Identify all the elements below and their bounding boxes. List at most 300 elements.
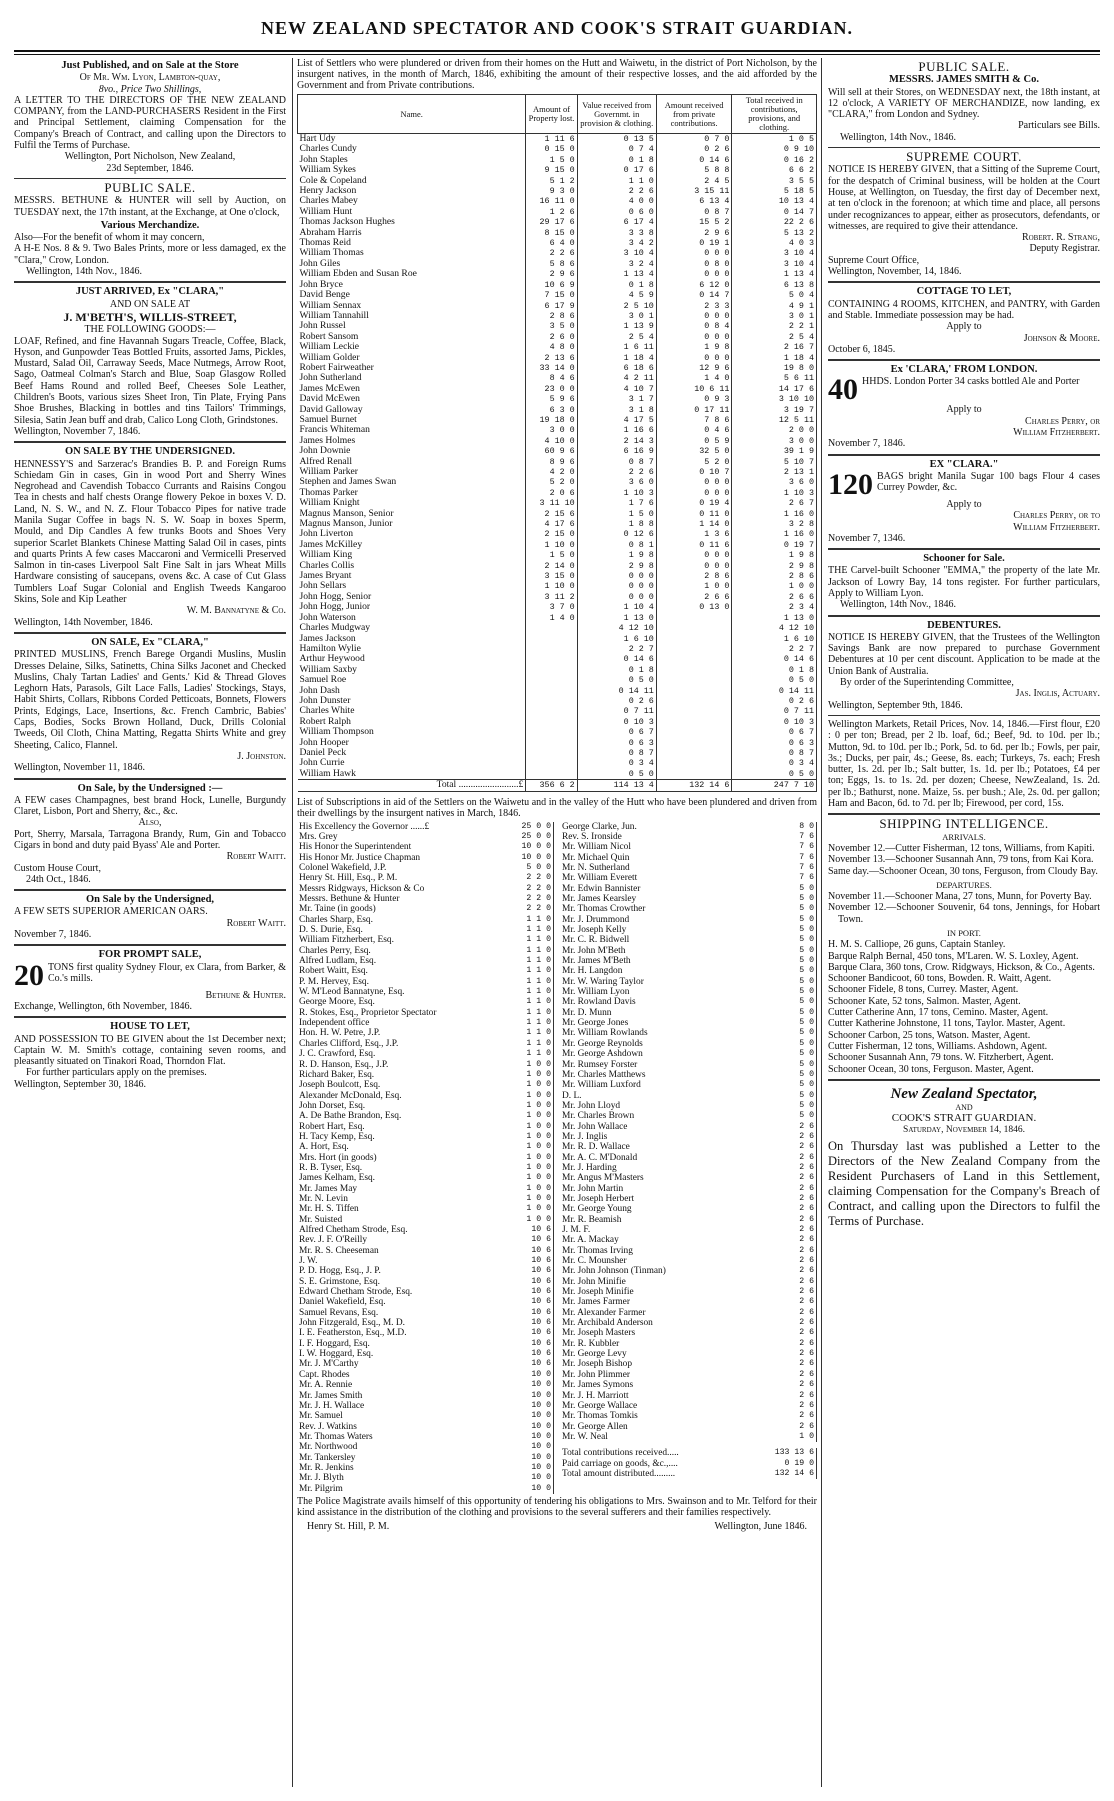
subscription-amount: 5 0	[778, 1049, 817, 1059]
subscription-amount: 5 0	[778, 925, 817, 935]
divider	[14, 632, 286, 634]
settler-name: Robert Sansom	[298, 332, 526, 342]
subscriber-name: Mr. Thomas Crowther	[562, 904, 646, 915]
subscriber-name: Mr. George Jones	[562, 1018, 629, 1029]
settler-row	[298, 186, 817, 196]
settler-amount: 0 0 0	[656, 311, 732, 321]
settler-amount: 2 2 6	[577, 467, 656, 477]
settler-amount: 0 5 0	[732, 769, 817, 780]
ad-american-oars	[14, 894, 286, 940]
ad-subtitle: Various Merchandize.	[100, 219, 200, 231]
settler-amount: 0 6 7	[577, 727, 656, 737]
settler-amount: 4 8 0	[526, 342, 577, 352]
settler-amount: 2 3 3	[656, 301, 732, 311]
subscription-row	[297, 1297, 554, 1307]
settler-amount: 2 9 6	[526, 269, 577, 279]
settler-amount: 0 15 0	[526, 144, 577, 154]
settler-name: William Hunt	[298, 207, 526, 217]
settler-amount: 0 5 0	[732, 675, 817, 685]
subscriber-name: Charles Clifford, Esq., J.P.	[299, 1038, 399, 1049]
ad-title: PUBLIC SALE.	[104, 179, 196, 195]
settler-amount: 0 3 4	[732, 758, 817, 768]
settler-row	[298, 436, 817, 446]
shipping-inport-vessel: Cutter Katherine Johnstone, 11 tons, Taylor. Master, Agent.	[828, 1018, 1066, 1030]
divider	[14, 944, 286, 946]
subscription-amount: 2 6	[778, 1184, 817, 1194]
subscriber-name: Messrs Ridgways, Hickson & Co	[299, 883, 425, 894]
subscriber-name: George Moore, Esq.	[299, 997, 375, 1008]
subscription-row	[297, 1287, 554, 1297]
settler-amount: 2 4 5	[656, 176, 732, 186]
subscription-amount: 10 6	[504, 1256, 554, 1266]
subscription-amount: 10 0	[504, 1484, 554, 1494]
settler-amount: 3 0 1	[577, 311, 656, 321]
subscriber-name: Mr. Alexander Farmer	[562, 1307, 646, 1318]
settler-amount: 33 14 0	[526, 363, 577, 373]
settlers-intro: List of Settlers who were plundered or driven from their homes on the Hutt and Waiwetu, in the district of Port Nicholson, by the insurgent natives, in the month of March, 1846, exhibiting the amount of their respective losses, and the aid afforded by the Government and from Private contributions.	[297, 58, 817, 91]
subscription-amount: 1 1 0	[504, 935, 554, 945]
settler-row	[298, 155, 817, 165]
settler-amount: 1 6 10	[732, 634, 817, 644]
settler-amount: 10 6 9	[526, 280, 577, 290]
subscription-row	[297, 1411, 554, 1421]
divider	[828, 715, 1100, 716]
settler-name: Cole & Copeland	[298, 176, 526, 186]
settler-row	[298, 196, 817, 206]
subscription-amount: 1 0 0	[504, 1215, 554, 1225]
settler-amount: 0 2 6	[656, 144, 732, 154]
settler-name: Samuel Roe	[298, 675, 526, 685]
subscription-row	[297, 987, 554, 997]
subscriptions-right-wrap	[560, 822, 817, 1494]
settler-amount: 1 10 4	[577, 602, 656, 612]
subscription-amount: 10 0	[504, 1422, 554, 1432]
settler-amount: 0 6 3	[577, 738, 656, 748]
settler-amount: 4 0 3	[732, 238, 817, 248]
settler-amount: 0 8 4	[656, 321, 732, 331]
settler-amount: 3 10 4	[732, 259, 817, 269]
settler-amount: 1 14 0	[656, 519, 732, 529]
subscription-amount: 10 0 0	[504, 842, 554, 852]
subscriber-name: Mr. William Nicol	[562, 842, 631, 853]
settler-amount: 1 16 6	[577, 425, 656, 435]
subscriber-name: James Kelham, Esq.	[299, 1173, 376, 1184]
subscriber-name: D. L.	[562, 1090, 582, 1101]
subscriber-name: Richard Baker, Esq.	[299, 1069, 375, 1080]
settlers-header-cell: Total received in contributions, provisions, and clothing.	[732, 95, 817, 134]
subscriber-name: John Fitzgerald, Esq., M. D.	[299, 1318, 405, 1329]
settler-row	[298, 665, 817, 675]
ad-signature: Deputy Registrar.	[1029, 243, 1100, 255]
ad-title: Ex 'CLARA,' FROM LONDON.	[890, 364, 1038, 376]
subscription-row	[560, 863, 817, 873]
subscriptions-right	[560, 822, 817, 1443]
settler-name: John Russel	[298, 321, 526, 331]
settler-amount: 0 19 7	[732, 540, 817, 550]
settler-name: William Knight	[298, 498, 526, 508]
settler-amount: 2 15 0	[526, 529, 577, 539]
ad-subtitle: MESSRS. JAMES SMITH & Co.	[889, 74, 1039, 86]
subscription-row	[297, 1235, 554, 1245]
settler-amount: 0 8 7	[577, 748, 656, 758]
subscriber-name: Robert Waitt, Esq.	[299, 966, 368, 977]
settler-amount: 3 19 7	[732, 405, 817, 415]
settlers-table	[297, 94, 817, 792]
subscriber-name: Mr. A. C. M'Donald	[562, 1152, 638, 1163]
shipping-inport-heading: IN PORT.	[947, 928, 981, 938]
subscription-amount: 5 0	[778, 1070, 817, 1080]
settler-amount: 0 11 6	[656, 540, 732, 550]
settler-amount: 5 2 0	[656, 457, 732, 467]
subscription-amount: 1 0 0	[504, 1070, 554, 1080]
subscriber-name: Mr. Charles Brown	[562, 1111, 635, 1122]
settler-amount: 0 8 7	[656, 207, 732, 217]
subscriber-name: His Excellency the Governor ......£	[299, 821, 430, 832]
ad-signature: William Fitzherbert.	[1013, 521, 1100, 533]
subscriptions-intro: List of Subscriptions in aid of the Settlers on the Waiwetu and in the valley of the Hutt who have been plundered and driven from their dwellings by the insurgent natives in March, 1846.	[297, 796, 817, 819]
subscription-row	[560, 1132, 817, 1142]
shipping-departure: November 11.—Schooner Mana, 27 tons, Munn, for Poverty Bay.	[828, 891, 1092, 903]
ad-line: Particulars see Bills.	[1018, 120, 1100, 132]
subscription-row	[560, 1225, 817, 1235]
settler-amount: 0 8 1	[577, 540, 656, 550]
subscription-amount: 1 0	[778, 1432, 817, 1442]
subscriber-name: Mr. James Symons	[562, 1380, 634, 1391]
subscription-amount: 5 0	[778, 966, 817, 976]
settler-amount	[526, 738, 577, 748]
divider	[828, 548, 1100, 550]
settler-amount: 0 13 5	[577, 134, 656, 145]
settler-amount: 4 12 10	[577, 623, 656, 633]
settler-amount: 0 1 8	[577, 280, 656, 290]
ad-title: Schooner for Sale.	[923, 553, 1005, 565]
divider	[14, 281, 286, 283]
subscription-row	[560, 935, 817, 945]
settler-amount	[656, 675, 732, 685]
subscription-row	[560, 1184, 817, 1194]
subscriber-name: P. M. Hervey, Esq.	[299, 976, 369, 987]
settler-amount: 2 3 4	[732, 602, 817, 612]
subscriber-name: Independent office	[299, 1018, 370, 1029]
subscription-amount: 25 0 0	[504, 832, 554, 842]
settler-row	[298, 228, 817, 238]
settler-row	[298, 363, 817, 373]
subscription-amount: 2 6	[778, 1370, 817, 1380]
settler-amount: 4 0 0	[577, 196, 656, 206]
subscription-row	[297, 946, 554, 956]
settler-row	[298, 748, 817, 758]
settler-amount: 1 5 0	[526, 155, 577, 165]
subscription-amount: 5 0	[778, 1039, 817, 1049]
subscriber-name: Mr. N. Sutherland	[562, 862, 630, 873]
settler-name: James Holmes	[298, 436, 526, 446]
leader-paper-name: New Zealand Spectator,	[890, 1085, 1038, 1102]
settler-amount: 3 0 0	[732, 436, 817, 446]
subscription-row	[560, 1153, 817, 1163]
subscription-row	[560, 1018, 817, 1028]
ad-signature: Jas. Inglis, Actuary.	[1015, 688, 1100, 700]
masthead-rule-thin	[14, 54, 1100, 55]
subscriber-name: Edward Chetham Strode, Esq.	[299, 1287, 413, 1298]
subscriber-name: Mr. A. Mackay	[562, 1235, 619, 1246]
shipping-title: SHIPPING INTELLIGENCE.	[879, 816, 1049, 832]
subscription-amount: 10 6	[504, 1287, 554, 1297]
ad-date: Wellington, September 30, 1846.	[14, 1078, 146, 1090]
subscriber-name: R. B. Tyser, Esq.	[299, 1162, 363, 1173]
subscription-row	[297, 1380, 554, 1390]
settler-row	[298, 613, 817, 623]
ad-body: A H-E Nos. 8 & 9. Two Bales Prints, more or less damaged, ex the "Clara," Crow, London.	[14, 243, 286, 266]
ad-line: AND ON SALE AT	[109, 298, 191, 310]
subscriber-name: Mr. John Lloyd	[562, 1100, 621, 1111]
subscription-row	[297, 1049, 554, 1059]
ad-body: MESSRS. BETHUNE & HUNTER will sell by Auction, on TUESDAY next, the 17th instant, at the Exchange, at One o'clock,	[14, 195, 286, 218]
settler-amount: 0 9 3	[656, 394, 732, 404]
settler-amount: 1 10 0	[526, 540, 577, 550]
settler-amount: 0 1 8	[577, 665, 656, 675]
subscription-row	[560, 1215, 817, 1225]
subscriber-name: Mr. Thomas Irving	[562, 1245, 633, 1256]
shipping-inport-vessel: Barque Ralph Bernal, 450 tons, M'Laren. W. S. Loxley, Agent.	[828, 950, 1079, 962]
subscriber-name: R. Stokes, Esq., Proprietor Spectator	[299, 1007, 437, 1018]
ad-title: FOR PROMPT SALE,	[98, 949, 202, 961]
subscriptions-lists	[297, 822, 817, 1494]
settler-amount: 0 7 0	[656, 134, 732, 145]
subscriptions-totals	[560, 1448, 817, 1479]
settler-amount: 0 8 7	[577, 457, 656, 467]
subscription-amount: 7 6	[778, 863, 817, 873]
settler-row	[298, 686, 817, 696]
settler-amount: 0 14 6	[577, 654, 656, 664]
subscription-row	[297, 1442, 554, 1452]
subscription-row	[560, 1308, 817, 1318]
settler-amount: 5 13 2	[732, 228, 817, 238]
subscription-amount: 5 0	[778, 935, 817, 945]
subscription-row	[560, 1318, 817, 1328]
shipping-arrivals-heading: ARRIVALS.	[942, 831, 986, 842]
settler-amount: 2 16 7	[732, 342, 817, 352]
subscription-amount: 0 19 0	[748, 1459, 816, 1469]
subscription-amount: 5 0	[778, 1018, 817, 1028]
settler-amount: 4 10 7	[577, 384, 656, 394]
subscriber-name: Mr. Tankersley	[299, 1452, 356, 1463]
settler-amount: 1 3 6	[656, 529, 732, 539]
ad-title: HOUSE TO LET,	[110, 1021, 190, 1033]
subscription-amount: 7 6	[778, 842, 817, 852]
subscription-amount: 10 6	[504, 1235, 554, 1245]
settler-name: William Thomas	[298, 248, 526, 258]
subscriber-name: Mr. George Young	[562, 1204, 632, 1215]
ad-body: THE Carvel-built Schooner "EMMA," the property of the late Mr. Jackson of Lowry Bay, 14 tons register. For further particulars, Apply to William Lyon.	[828, 565, 1100, 599]
ad-big-number: 20	[14, 958, 44, 992]
settler-amount: 0 14 11	[732, 686, 817, 696]
subscriber-name: Mr. John Martin	[562, 1183, 624, 1194]
settler-amount	[526, 696, 577, 706]
subscription-amount: 1 1 0	[504, 1018, 554, 1028]
settler-amount: 0 0 0	[577, 571, 656, 581]
settler-name: David Benge	[298, 290, 526, 300]
settler-amount: 0 14 6	[656, 155, 732, 165]
subscription-amount: 1 1 0	[504, 997, 554, 1007]
settler-amount: 4 2 11	[577, 373, 656, 383]
settler-row	[298, 405, 817, 415]
ad-body: A FEW cases Champagnes, best brand Hock, Lunelle, Burgundy Claret, Lisbon, Port and Sherry, &c., &c.	[14, 794, 286, 818]
settler-name: Charles White	[298, 706, 526, 716]
subscription-row	[560, 1411, 817, 1421]
settler-amount: 2 2 6	[526, 248, 577, 258]
divider	[828, 1079, 1100, 1081]
settler-amount: 19 18 0	[526, 415, 577, 425]
subscription-row	[297, 1349, 554, 1359]
ad-supreme-court	[828, 151, 1100, 277]
ad-body: For further particulars apply on the premises.	[26, 1067, 207, 1079]
subscription-row	[560, 842, 817, 852]
subscription-amount: 2 6	[778, 1225, 817, 1235]
divider	[14, 1016, 286, 1018]
settler-name: William Sykes	[298, 165, 526, 175]
leader-and: AND	[955, 1103, 973, 1113]
subscription-amount: 10 0	[504, 1453, 554, 1463]
settler-row	[298, 477, 817, 487]
subscription-amount: 1 1 0	[504, 966, 554, 976]
ad-line: Apply to	[946, 321, 982, 333]
settler-amount	[526, 727, 577, 737]
subscription-amount: 1 0 0	[504, 1080, 554, 1090]
settler-amount: 3 10 10	[732, 394, 817, 404]
subscription-amount: 1 1 0	[504, 925, 554, 935]
settler-row	[298, 373, 817, 383]
subscriber-name: Mr. J. Blyth	[299, 1473, 344, 1484]
settlers-header-cell: Amount of Property lost.	[526, 95, 577, 134]
settler-amount: 6 17 4	[577, 217, 656, 227]
settler-amount: 0 10 7	[656, 467, 732, 477]
settler-amount: 60 9 6	[526, 446, 577, 456]
settler-amount: 2 9 6	[656, 228, 732, 238]
settler-name: James McEwen	[298, 384, 526, 394]
settler-amount: 4 17 5	[577, 415, 656, 425]
subscription-row	[560, 1349, 817, 1359]
subscriber-name: Capt. Rhodes	[299, 1369, 350, 1380]
settler-amount: 3 5 0	[526, 321, 577, 331]
subscription-amount: 1 0 0	[504, 1173, 554, 1183]
subscription-row	[297, 1318, 554, 1328]
subscriber-name: Mr. H. S. Tiffen	[299, 1204, 359, 1215]
subscription-row	[560, 1008, 817, 1018]
subscription-row	[560, 956, 817, 966]
settler-name: John Bryce	[298, 280, 526, 290]
shipping-departures	[828, 891, 1100, 925]
settler-amount: 3 0 0	[526, 425, 577, 435]
subscription-row	[560, 1091, 817, 1101]
subscription-row	[560, 1297, 817, 1307]
shipping-inport-vessel: Schooner Susannah Ann, 79 tons. W. Fitzherbert, Agent.	[828, 1052, 1054, 1064]
settler-name: John Hooper	[298, 738, 526, 748]
settler-amount: 1 7 6	[577, 498, 656, 508]
subscription-amount: 1 0 0	[504, 1204, 554, 1214]
settler-amount: 3 15 11	[656, 186, 732, 196]
shipping-intelligence	[828, 818, 1100, 1075]
subscription-amount: 1 1 0	[504, 1039, 554, 1049]
ad-body: NOTICE IS HEREBY GIVEN, that a Sitting of the Supreme Court, for the despatch of Criminal business, will be holden at the Court House, at Wellington, on Tuesday, the first day of December next, at ten o'clock in the forenoon; at which time and place, all persons under recognizances to appear, either as prosecutors, defendants, or witnesses, are required to give their attendance.	[828, 164, 1100, 232]
settler-amount	[656, 769, 732, 780]
subscription-row	[297, 863, 554, 873]
subscription-row	[560, 1101, 817, 1111]
settler-amount: 9 15 0	[526, 165, 577, 175]
settler-amount: 6 16 9	[577, 446, 656, 456]
subscription-row	[560, 1173, 817, 1183]
subscription-amount: 5 0	[778, 956, 817, 966]
shipping-departures-heading: DEPARTURES.	[936, 879, 992, 890]
settler-name: John Dash	[298, 686, 526, 696]
settler-name: Thomas Jackson Hughes	[298, 217, 526, 227]
settler-amount: 1 0 5	[732, 134, 817, 145]
shipping-arrival: November 13.—Schooner Susannah Ann, 79 tons, from Kai Kora.	[828, 854, 1094, 866]
subscription-amount: 7 6	[778, 832, 817, 842]
subscription-amount: 133 13 6	[748, 1448, 816, 1458]
subscription-amount: 2 6	[778, 1277, 817, 1287]
subscription-row	[560, 1194, 817, 1204]
settler-row	[298, 550, 817, 560]
subscriber-name: Mr. N. Levin	[299, 1193, 348, 1204]
subscriber-name: Mr. George Reynolds	[562, 1038, 643, 1049]
settler-amount: 0 6 3	[732, 738, 817, 748]
subscription-amount: 1 1 0	[504, 956, 554, 966]
subscriber-name: Charles Perry, Esq.	[299, 945, 371, 956]
settler-row	[298, 446, 817, 456]
settler-name: James McKilley	[298, 540, 526, 550]
subscription-row	[297, 842, 554, 852]
settler-row	[298, 581, 817, 591]
settler-amount: 2 13 6	[526, 353, 577, 363]
settler-amount: 5 10 7	[732, 457, 817, 467]
subscription-row	[297, 1070, 554, 1080]
settler-amount: 6 12 0	[656, 280, 732, 290]
subscription-row	[297, 1091, 554, 1101]
settler-row	[298, 738, 817, 748]
settler-amount: 4 12 10	[732, 623, 817, 633]
leader-body: On Thursday last was published a Letter to the Directors of the New Zealand Company from the Resident Purchasers of Land in this Settlement, claiming Compensation for the Company's Breach of Contract, and calling upon the Directors to fulfil the Terms of Purchase.	[828, 1139, 1100, 1229]
subscriber-name: Mr. Michael Quin	[562, 852, 630, 863]
settler-amount: 1 13 0	[577, 613, 656, 623]
ad-body: NOTICE IS HEREBY GIVEN, that the Trustees of the Wellington Savings Bank are now prepared to purchase Government Debentures at 10 per cent discount. Application to be made at the Union Bank of Australia.	[828, 631, 1100, 677]
settler-row	[298, 706, 817, 716]
subscriber-name: J. M. F.	[562, 1225, 591, 1235]
settler-row	[298, 717, 817, 727]
shipping-inport-vessel: Barque Clara, 360 tons, Crow. Ridgways, Hickson, & Co., Agents.	[828, 961, 1095, 973]
settler-name: Charles Collis	[298, 561, 526, 571]
settler-amount: 0 17 6	[577, 165, 656, 175]
subscription-row	[560, 1401, 817, 1411]
ad-mbeth-goods	[14, 286, 286, 437]
ad-date: Wellington, 14th Nov., 1846.	[26, 266, 143, 278]
subscription-row	[297, 894, 554, 904]
settler-amount	[526, 748, 577, 758]
subscriber-name: Mr. W. Waring Taylor	[562, 976, 644, 987]
subscription-amount: 2 6	[778, 1380, 817, 1390]
subscription-row	[297, 1266, 554, 1276]
settler-name: William King	[298, 550, 526, 560]
settler-amount: 6 18 6	[577, 363, 656, 373]
settler-row	[298, 165, 817, 175]
subscription-row	[297, 1008, 554, 1018]
settler-amount: 2 8 6	[732, 571, 817, 581]
settler-amount: 1 10 0	[526, 581, 577, 591]
divider	[828, 813, 1100, 815]
settlers-total-amount: 356 6 2	[526, 780, 577, 791]
subscription-row	[297, 1308, 554, 1318]
subscription-row	[297, 1473, 554, 1483]
subscriber-name: Alfred Ludlam, Esq.	[299, 956, 377, 967]
